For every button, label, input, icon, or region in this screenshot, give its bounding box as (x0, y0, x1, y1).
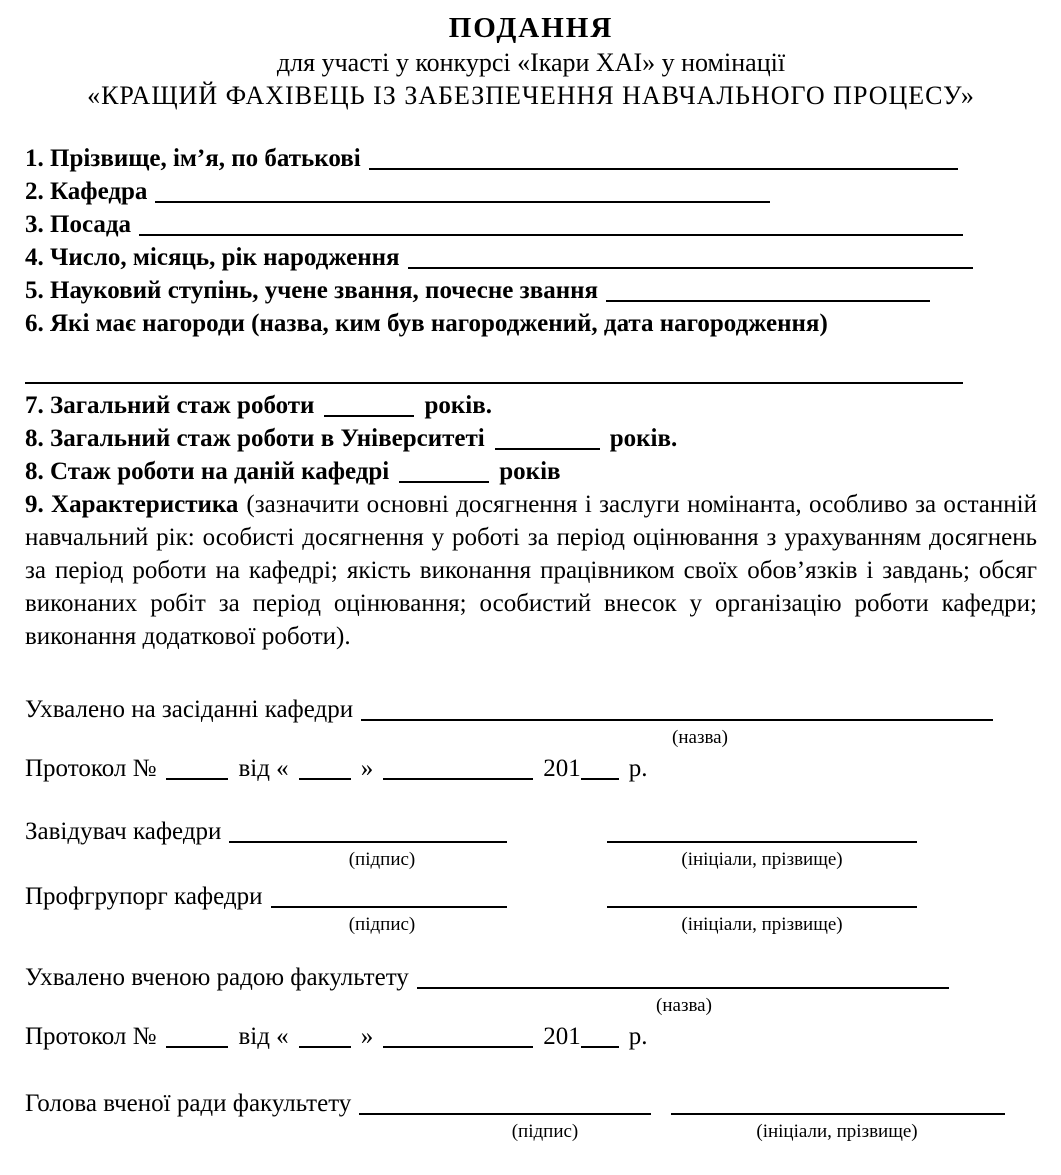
form-fields (25, 142, 1037, 653)
dept-protocol-from-label: від « (238, 755, 289, 782)
faculty-protocol-close-quote: » (360, 1023, 374, 1050)
head-sign-hint: (підпис) (348, 849, 416, 870)
degree-blank-line (606, 299, 930, 302)
field-surname-label: 1. Прізвище, ім’я, по батькові (25, 145, 361, 172)
dept-name-hint-row (25, 726, 1037, 750)
field-university-experience-label: 8. Загальний стаж роботи в Університеті (25, 425, 485, 452)
faculty-name-hint: (назва) (656, 995, 712, 1016)
field-department (25, 175, 770, 208)
dept-protocol-label: Протокол № (25, 755, 157, 782)
faculty-protocol-year-suffix: р. (628, 1023, 648, 1050)
dept-name-blank-line (361, 718, 993, 721)
field-university-experience (25, 422, 1037, 455)
union-signature-blank (271, 905, 508, 908)
field-total-experience-label: 7. Загальний стаж роботи (25, 392, 315, 419)
union-name-hint: (ініціали, прізвище) (681, 914, 843, 935)
union-name-blank (607, 905, 917, 908)
faculty-protocol-from-label: від « (238, 1023, 289, 1050)
signature-gap (507, 912, 607, 913)
chair-signature-blank (359, 1112, 651, 1115)
field-department-experience (25, 455, 1037, 488)
chair-label: Голова вченої ради факультету (25, 1090, 352, 1117)
faculty-protocol-row (25, 1020, 1037, 1053)
field-department-label: 2. Кафедра (25, 178, 148, 205)
field-degree-label: 5. Науковий ступінь, учене звання, почесне звання (25, 277, 599, 304)
total-experience-blank (324, 414, 414, 417)
faculty-adopted-row (25, 961, 949, 994)
surname-blank-line (369, 167, 958, 170)
dept-protocol-year-blank (581, 777, 619, 780)
faculty-protocol-month-blank (383, 1045, 533, 1048)
union-label: Профгрупорг кафедри (25, 883, 263, 910)
field-surname (25, 142, 958, 175)
nomination-title: «КРАЩИЙ ФАХІВЕЦЬ ІЗ ЗАБЕЗПЕЧЕННЯ НАВЧАЛЬНОГО ПРОЦЕСУ» (87, 81, 975, 110)
head-signature-row (25, 815, 1037, 848)
chair-signature-row (25, 1087, 1037, 1120)
dept-protocol-day-blank (299, 777, 351, 780)
dept-adopted-row (25, 693, 993, 726)
chair-name-blank (671, 1112, 1005, 1115)
field-total-experience (25, 389, 1037, 422)
dept-protocol-close-quote: » (360, 755, 374, 782)
head-name-blank (607, 840, 917, 843)
chair-sign-hint: (підпис) (511, 1121, 579, 1142)
dept-protocol-year-suffix: р. (628, 755, 648, 782)
dept-protocol-number-blank (166, 777, 228, 780)
university-experience-blank (495, 447, 600, 450)
department-experience-suffix: років (499, 458, 561, 485)
field-department-experience-label: 8. Стаж роботи на даній кафедрі (25, 458, 390, 485)
faculty-protocol-number-blank (166, 1045, 228, 1048)
field-position-label: 3. Посада (25, 211, 131, 238)
field-characteristic (25, 488, 1037, 653)
chair-name-hint: (ініціали, прізвище) (756, 1121, 918, 1142)
union-signature-row (25, 880, 1037, 913)
field-awards-label: 6. Які має нагороди (назва, ким був нагороджений, дата нагородження) (25, 310, 828, 337)
faculty-protocol-year-prefix: 201 (543, 1023, 581, 1050)
faculty-adopted-label: Ухвалено вченою радою факультету (25, 964, 409, 991)
union-signature-hints (25, 913, 1037, 937)
dept-protocol-month-blank (383, 777, 533, 780)
faculty-approval-section (25, 961, 1037, 1144)
dept-protocol-row (25, 752, 1037, 785)
university-experience-suffix: років. (609, 425, 678, 452)
head-label: Завідувач кафедри (25, 818, 222, 845)
position-blank-line (139, 233, 963, 236)
union-signature-col (25, 880, 507, 913)
field-degree (25, 274, 930, 307)
field-position (25, 208, 963, 241)
union-sign-hint: (підпис) (348, 914, 416, 935)
chair-signature-hints (25, 1120, 1037, 1144)
faculty-name-blank-line (417, 986, 949, 989)
department-blank-line (155, 200, 770, 203)
field-characteristic-text: (зазначити основні досягнення і заслуги номінанта, особливо за останній навчальний рік: особисті досягнення у роботі за період оцінювання з урахуванням досягнень за період роботи на кафедрі; якість виконання працівником своїх обов’язків і завдань; обсяг виконаних робіт за період оцінювання; особистий внесок у організацію роботи кафедри; виконання додаткової роботи). (25, 491, 1037, 650)
field-characteristic-label: 9. Характеристика (25, 491, 239, 518)
dept-protocol-year-prefix: 201 (543, 755, 581, 782)
department-approval-section (25, 693, 1037, 937)
head-signature-hints (25, 848, 1037, 872)
head-name-hint: (ініціали, прізвище) (681, 849, 843, 870)
total-experience-suffix: років. (424, 392, 492, 419)
dept-adopted-label: Ухвалено на засіданні кафедри (25, 696, 354, 723)
department-experience-blank (399, 480, 489, 483)
field-awards (25, 307, 1037, 340)
chair-signature-col (25, 1087, 651, 1120)
head-signature-blank (229, 840, 507, 843)
birthdate-blank-line (408, 266, 973, 269)
awards-blank-row (25, 356, 963, 389)
field-birthdate-label: 4. Число, місяць, рік народження (25, 244, 400, 271)
signature-gap (507, 847, 607, 848)
faculty-protocol-label: Протокол № (25, 1023, 157, 1050)
field-birthdate (25, 241, 973, 274)
document-subtitle: для участі у конкурсі «Ікари ХАІ» у номінації (276, 48, 786, 77)
head-signature-col (25, 815, 507, 848)
dept-name-hint: (назва) (672, 727, 728, 748)
awards-blank-line (25, 381, 963, 384)
faculty-protocol-day-blank (299, 1045, 351, 1048)
faculty-name-hint-row (25, 994, 1037, 1018)
faculty-protocol-year-blank (581, 1045, 619, 1048)
document-title: ПОДАННЯ (448, 12, 614, 44)
